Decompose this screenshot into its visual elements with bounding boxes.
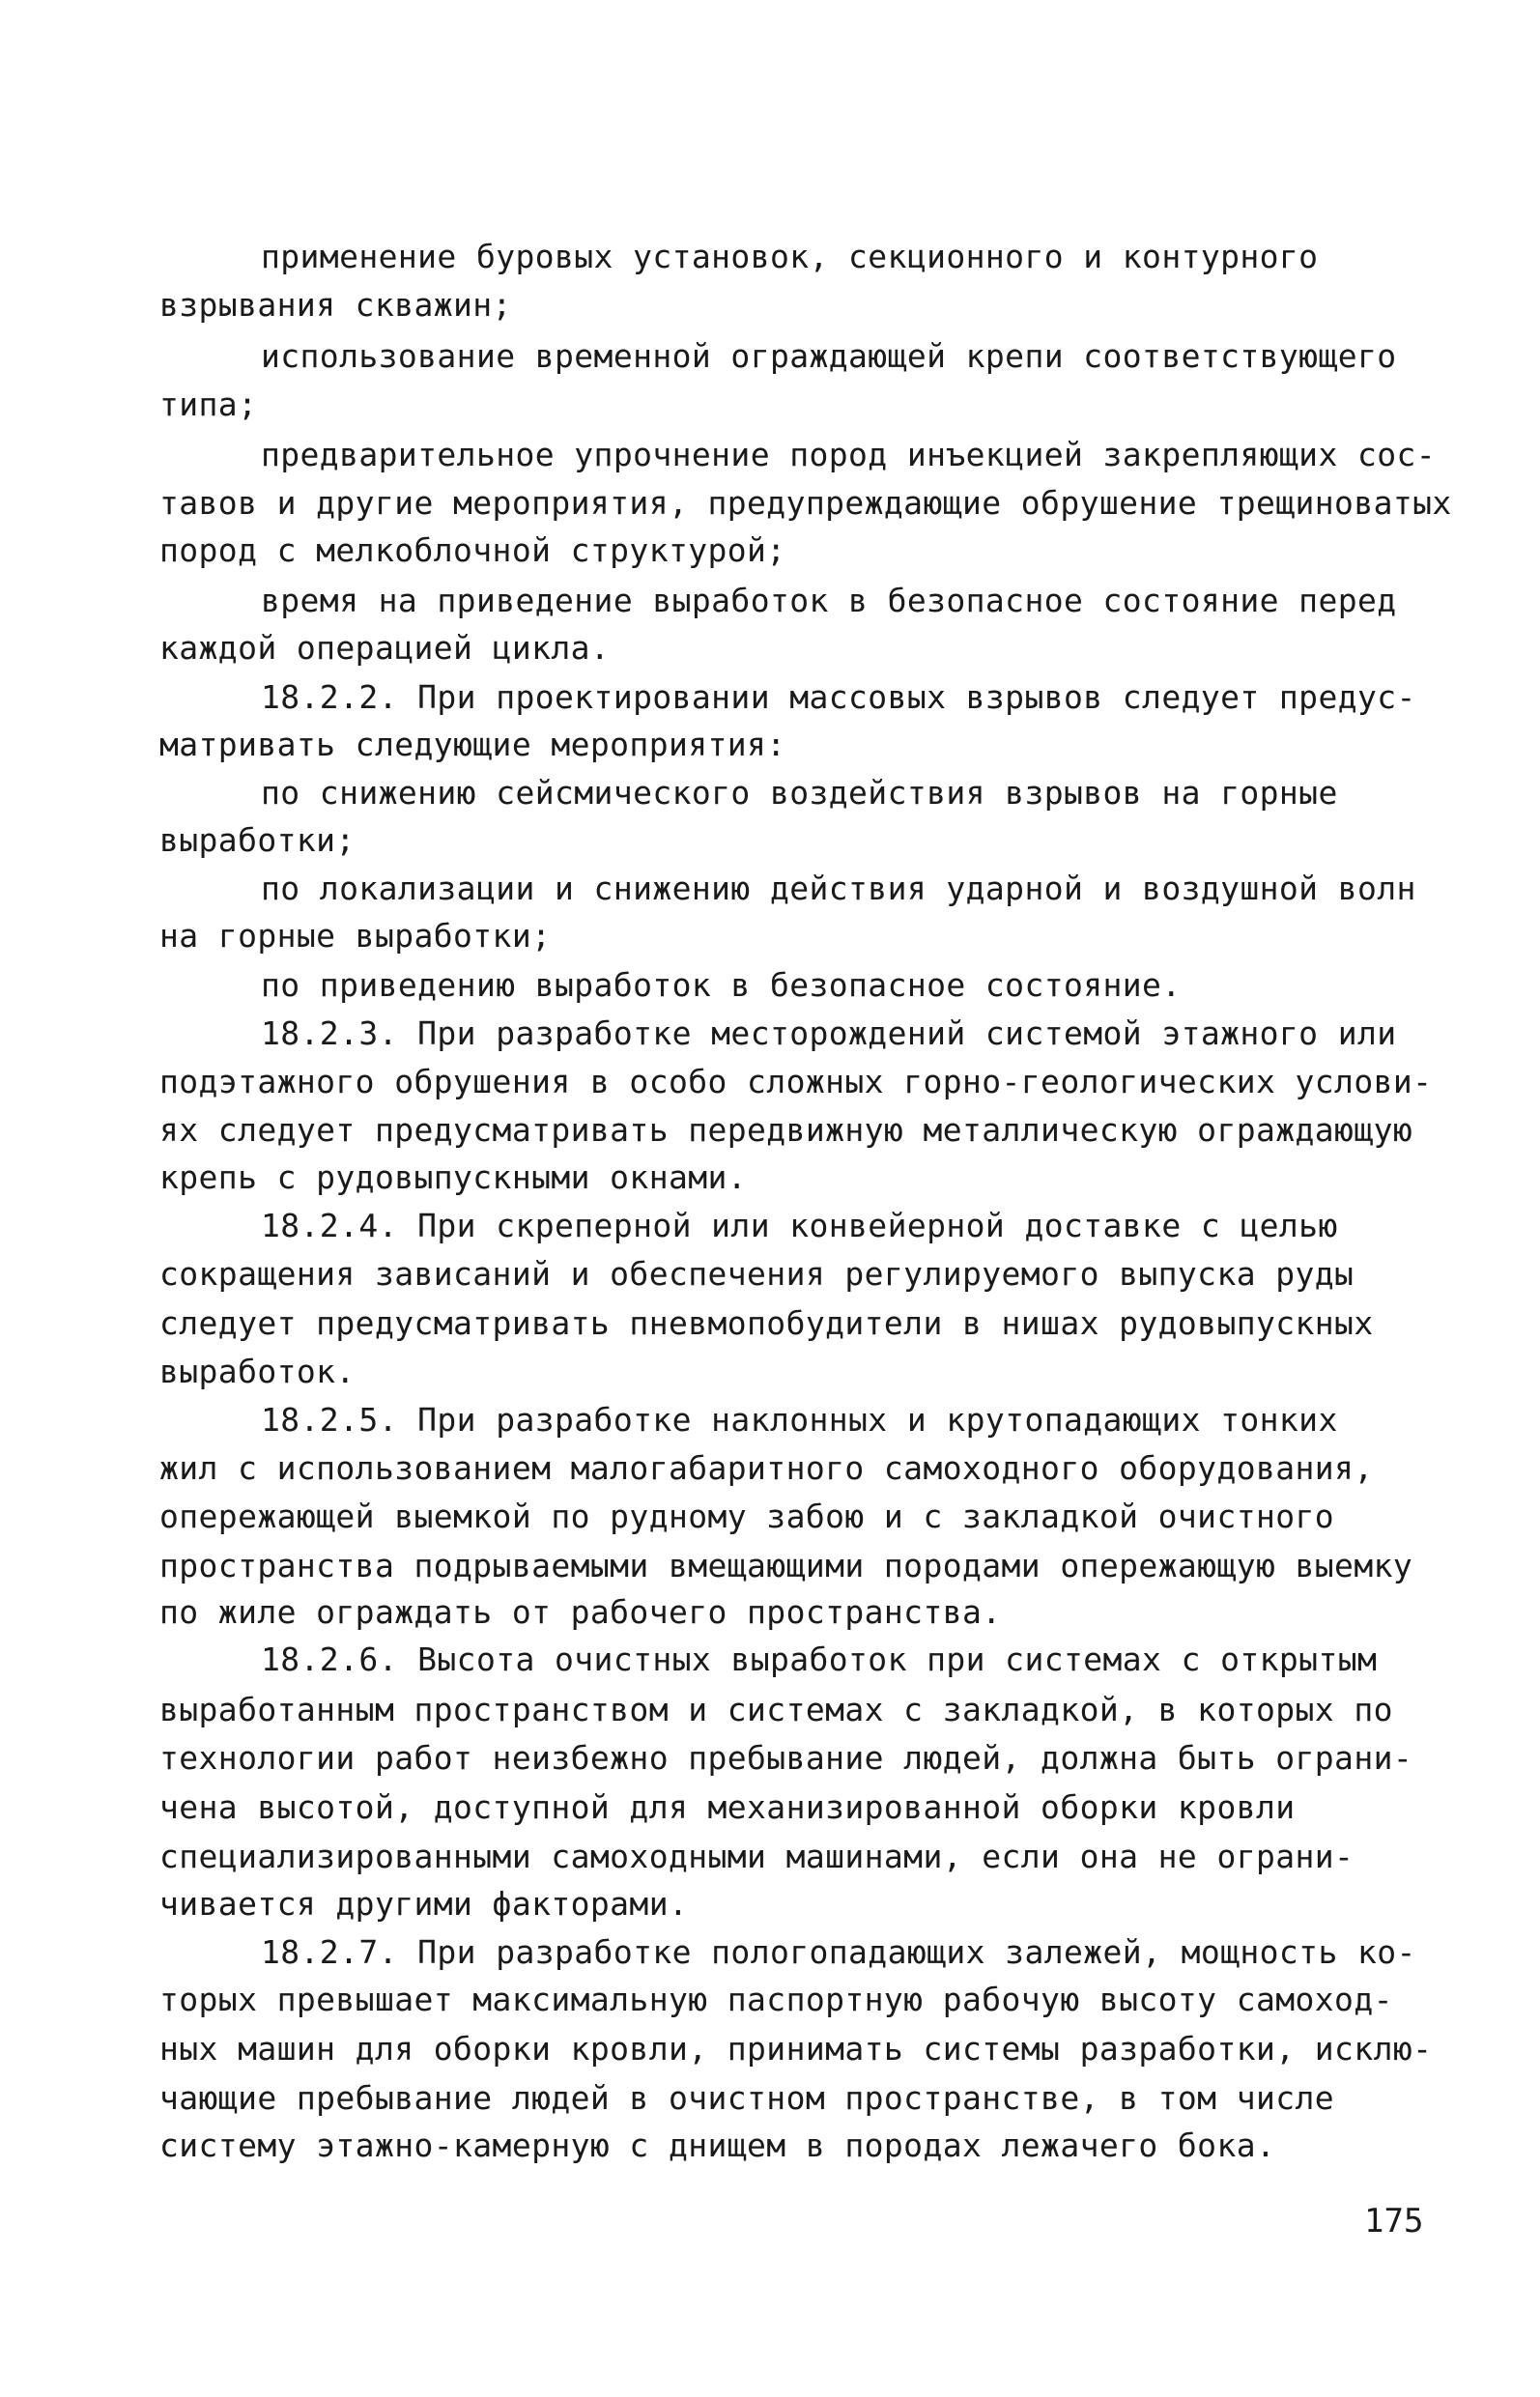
text-line: 18.2.7. При разработке пологопадающих залежей, мощность ко- [261, 1933, 1416, 1971]
text-line: каждой операцией цикла. [159, 629, 611, 667]
text-line: крепь с рудовыпускными окнами. [159, 1158, 748, 1196]
text-line: по жиле ограждать от рабочего пространства. [159, 1593, 1002, 1631]
text-line: по снижению сейсмического воздействия взрывов на горные [261, 774, 1338, 812]
text-line: 18.2.5. При разработке наклонных и крутопадающих тонких [261, 1401, 1338, 1439]
text-line: использование временной ограждающей крепи соответствующего [261, 337, 1397, 375]
page-number: 175 [1364, 2202, 1424, 2240]
text-line: 18.2.3. При разработке месторождений системой этажного или [261, 1014, 1397, 1052]
text-line: чена высотой, доступной для механизированной оборки кровли [159, 1788, 1296, 1826]
text-line: чивается другими факторами. [159, 1885, 689, 1923]
text-line: ях следует предусматривать передвижную металлическую ограждающую [159, 1111, 1413, 1149]
text-line: специализированными самоходными машинами, если она не ограни- [159, 1838, 1355, 1875]
text-line: применение буровых установок, секционного и контурного [261, 238, 1319, 275]
text-line: опережающей выемкой по рудному забою и с закладкой очистного [159, 1498, 1335, 1535]
text-line: технологии работ неизбежно пребывание людей, должна быть ограни- [159, 1739, 1413, 1777]
text-line: пространства подрываемыми вмещающими породами опережающую выемку [159, 1547, 1413, 1584]
text-line: пород с мелкоблочной структурой; [159, 531, 786, 569]
text-line: 18.2.6. Высота очистных выработок при системах с открытым [261, 1641, 1378, 1678]
text-line: по приведению выработок в безопасное состояние. [261, 966, 1182, 1004]
text-line: выработки; [159, 821, 356, 859]
text-line: чающие пребывание людей в очистном пространстве, в том числе [159, 2079, 1335, 2117]
text-line: 18.2.2. При проектировании массовых взрывов следует предус- [261, 678, 1416, 716]
text-line: сокращения зависаний и обеспечения регулируемого выпуска руды [159, 1255, 1355, 1293]
text-line: жил с использованием малогабаритного самоходного оборудования, [159, 1449, 1374, 1487]
text-line: по локализации и снижению действия ударной и воздушной волн [261, 870, 1416, 907]
text-line: торых превышает максимальную паспортную рабочую высоту самоход- [159, 1981, 1393, 2018]
text-line: на горные выработки; [159, 917, 552, 955]
text-line: взрывания скважин; [159, 286, 512, 324]
text-line: выработок. [159, 1353, 356, 1390]
text-line: выработанным пространством и системах с закладкой, в которых по [159, 1691, 1393, 1728]
text-line: типа; [159, 385, 258, 423]
text-line: систему этажно-камерную с днищем в породах лежачего бока. [159, 2126, 1276, 2164]
text-line: подэтажного обрушения в особо сложных горно-геологических услови- [159, 1063, 1433, 1100]
text-line: ных машин для оборки кровли, принимать системы разработки, исклю- [159, 2030, 1433, 2068]
text-line: следует предусматривать пневмопобудители в нишах рудовыпускных [159, 1304, 1374, 1342]
text-line: предварительное упрочнение пород инъекцией закрепляющих сос- [261, 436, 1437, 473]
text-line: тавов и другие мероприятия, предупреждающие обрушение трещиноватых [159, 484, 1452, 522]
text-line: матривать следующие мероприятия: [159, 726, 786, 763]
text-line: 18.2.4. При скреперной или конвейерной доставке с целью [261, 1207, 1338, 1244]
text-line: время на приведение выработок в безопасное состояние перед [261, 582, 1397, 619]
